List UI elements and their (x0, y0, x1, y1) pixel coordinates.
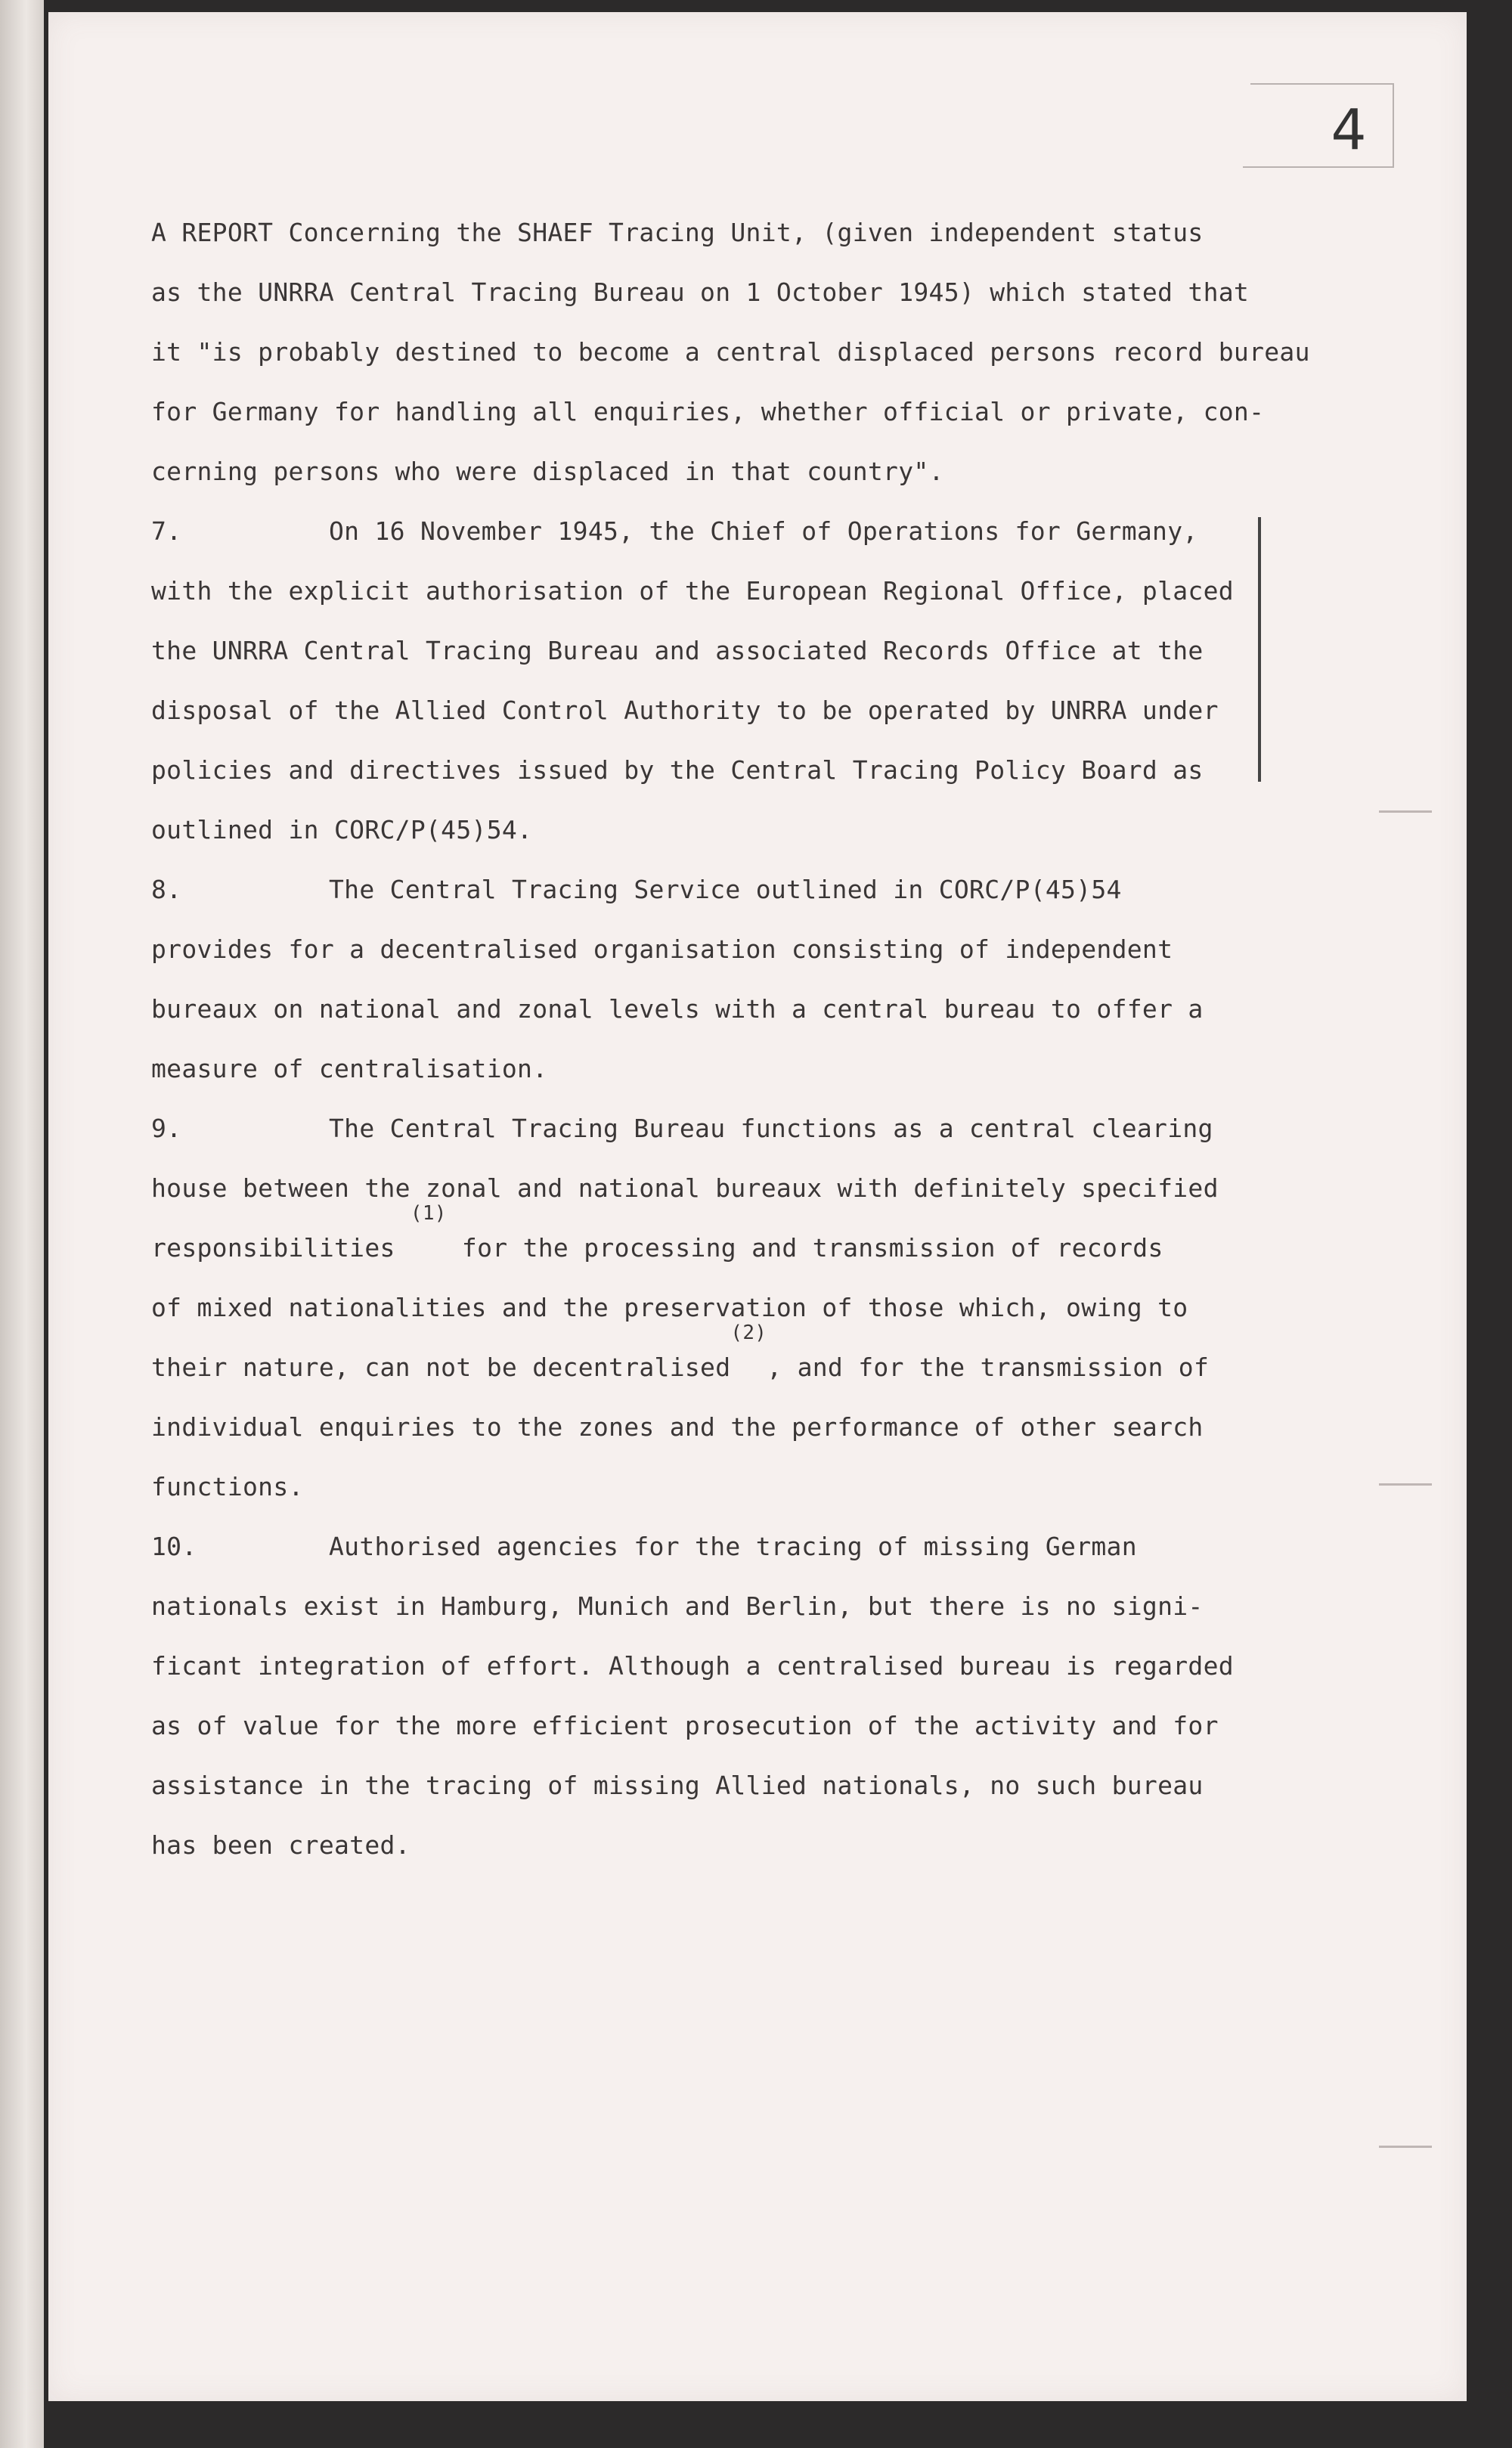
text-line: provides for a decentralised organisation consisting of independent (151, 934, 1173, 964)
paragraph-10-first-line (151, 1517, 1308, 1576)
footnote-marker: (2) (730, 1322, 767, 1344)
margin-mark (1379, 1483, 1432, 1486)
text-span: responsibilities (151, 1233, 395, 1263)
margin-mark (1379, 810, 1432, 813)
adjacent-page-edge (0, 0, 44, 2448)
paragraph-number: 10. (151, 1532, 197, 1561)
text-span: On 16 November 1945, the Chief of Operations for Germany, (329, 516, 1198, 546)
text-line-with-footnote (151, 1322, 1308, 1397)
text-line: outlined in CORC/P(45)54. (151, 815, 533, 844)
text-line: the UNRRA Central Tracing Bureau and associated Records Office at the (151, 636, 1204, 665)
text-line: with the explicit authorisation of the European Regional Office, placed (151, 576, 1234, 606)
footnote-marker: (1) (410, 1202, 447, 1225)
text-span: , and for the transmission of (767, 1353, 1210, 1382)
paragraph-number: 9. (151, 1114, 182, 1143)
text-line: house between the zonal and national bureaux with definitely specified (151, 1173, 1219, 1203)
text-line-with-footnote (151, 1202, 1308, 1278)
paragraph-number: 8. (151, 875, 182, 904)
text-line: assistance in the tracing of missing Allied nationals, no such bureau (151, 1771, 1204, 1800)
text-line: as the UNRRA Central Tracing Bureau on 1 October 1945) which stated that (151, 277, 1250, 307)
text-span: for the processing and transmission of records (461, 1233, 1163, 1263)
text-line: for Germany for handling all enquiries, whether official or private, con- (151, 397, 1265, 426)
text-line: of mixed nationalities and the preservation of those which, owing to (151, 1293, 1188, 1322)
text-line: as of value for the more efficient prosecution of the activity and for (151, 1711, 1219, 1740)
paragraph-9-first-line (151, 1099, 1308, 1158)
text-line: A REPORT Concerning the SHAEF Tracing Unit, (given independent status (151, 218, 1204, 247)
page-number-box-right (1393, 83, 1394, 166)
text-line: disposal of the Allied Control Authority to be operated by UNRRA under (151, 696, 1219, 725)
margin-mark (1379, 2146, 1432, 2148)
page-number: 4 (1331, 98, 1367, 163)
text-line: it "is probably destined to become a central displaced persons record bureau (151, 337, 1310, 367)
text-line: nationals exist in Hamburg, Munich and Berlin, but there is no signi- (151, 1591, 1204, 1621)
text-span: Authorised agencies for the tracing of missing German (329, 1532, 1137, 1561)
text-line: functions. (151, 1472, 304, 1501)
page-number-box-bottom (1243, 166, 1394, 168)
paragraph-number: 7. (151, 516, 182, 546)
text-line: individual enquiries to the zones and the performance of other search (151, 1412, 1204, 1442)
text-span: their nature, can not be decentralised (151, 1353, 731, 1382)
text-line: measure of centralisation. (151, 1054, 548, 1083)
text-line: cerning persons who were displaced in that country". (151, 457, 944, 486)
paragraph-7-first-line (151, 501, 1308, 561)
text-line: bureaux on national and zonal levels with a central bureau to offer a (151, 994, 1204, 1024)
page-number-box-top (1250, 83, 1394, 85)
report-text (151, 203, 1308, 1875)
text-span: The Central Tracing Bureau functions as a central clearing (329, 1114, 1213, 1143)
paragraph-8-first-line (151, 860, 1308, 919)
text-line: policies and directives issued by the Central Tracing Policy Board as (151, 755, 1204, 785)
text-line: has been created. (151, 1830, 411, 1860)
text-line: ficant integration of effort. Although a centralised bureau is regarded (151, 1651, 1234, 1681)
text-span: The Central Tracing Service outlined in CORC/P(45)54 (329, 875, 1122, 904)
